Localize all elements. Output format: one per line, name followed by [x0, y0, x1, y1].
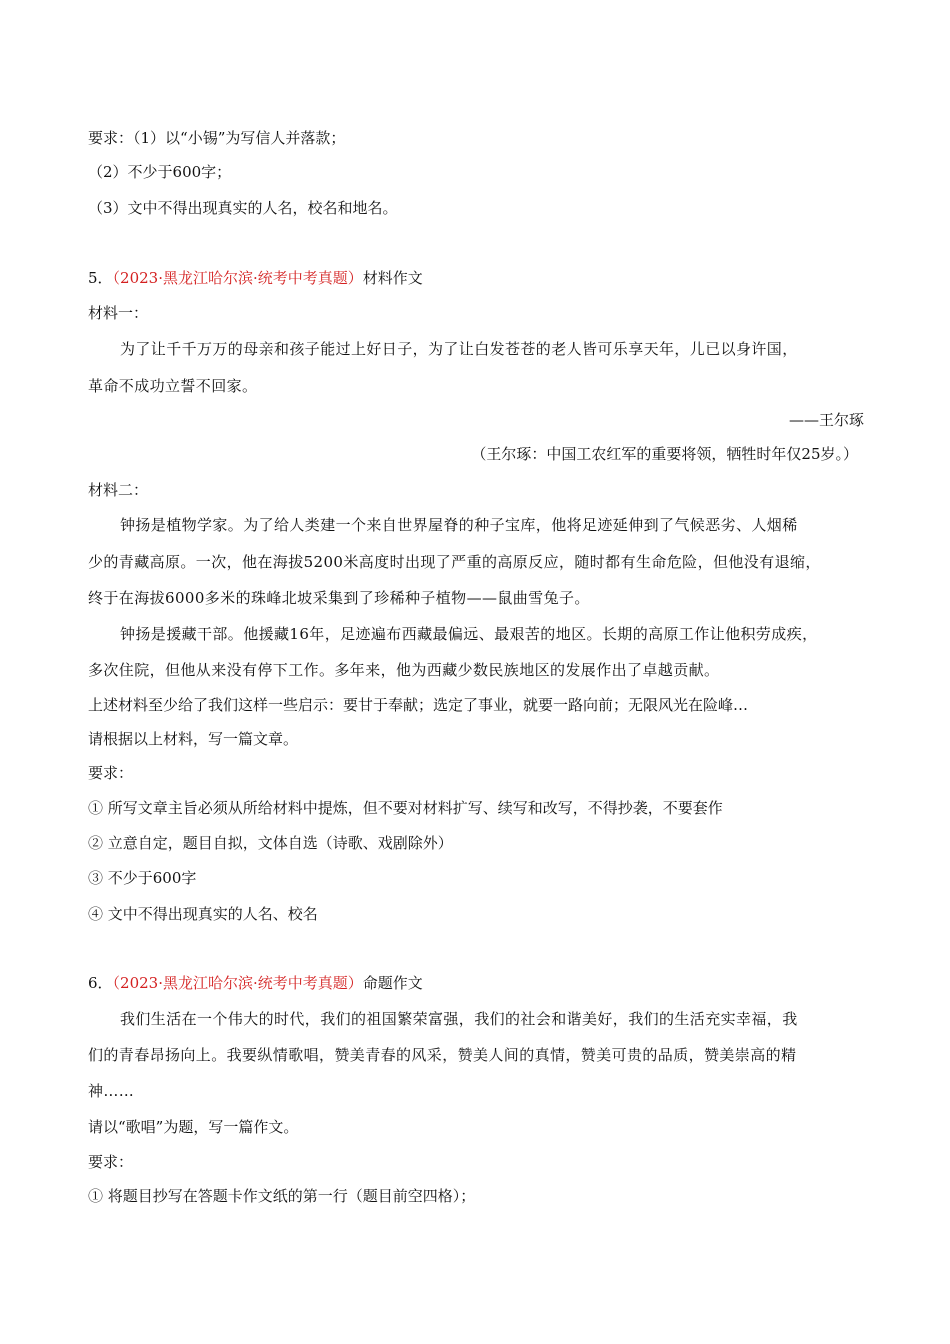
requirement-item: ① 将题目抄写在答题卡作文纸的第一行（题目前空四格）；: [88, 1187, 476, 1205]
material-paragraph: 少的青藏高原。一次，他在海拔5200米高度时出现了严重的高原反应，随时都有生命危险，但他没有退缩，: [88, 553, 821, 571]
material-paragraph: 革命不成功立誓不回家。: [88, 377, 258, 395]
question-5-heading: [88, 268, 423, 288]
requirement-line: （2）不少于600字；: [88, 163, 232, 181]
instruction-line: 请以“歌唱”为题，写一篇作文。: [88, 1118, 299, 1136]
source-tag: （2023·黑龙江哈尔滨·统考中考真题）: [112, 974, 363, 992]
material-note: （王尔琢：中国工农红军的重要将领，牺牲时年仅25岁。）: [471, 445, 858, 463]
requirement-label: 要求：: [88, 764, 134, 782]
question-6-heading: [88, 973, 423, 993]
requirement-item: ② 立意自定，题目自拟，文体自选（诗歌、戏剧除外）: [88, 834, 453, 852]
material-label: 材料二：: [88, 481, 149, 499]
requirement-line: （3）文中不得出现真实的人名，校名和地名。: [88, 199, 398, 217]
material-paragraph: 多次住院，但他从来没有停下工作。多年来，他为西藏少数民族地区的发展作出了卓越贡献。: [88, 661, 720, 679]
question-number: 5．: [88, 269, 113, 287]
source-tag: （2023·黑龙江哈尔滨·统考中考真题）: [112, 269, 363, 287]
prompt-paragraph: 们的青春昂扬向上。我要纵情歌唱，赞美青春的风采，赞美人间的真情，赞美可贵的品质，赞美崇高的精: [88, 1046, 797, 1064]
material-paragraph: 钟扬是援藏干部。他援藏16年，足迹遍布西藏最偏远、最艰苦的地区。长期的高原工作让他积劳成疾，: [120, 625, 818, 643]
question-number: 6．: [88, 974, 113, 992]
question-type: 命题作文: [362, 974, 423, 992]
requirement-line: 要求：（1）以“小锡”为写信人并落款；: [88, 129, 346, 147]
requirement-item: ③ 不少于600字: [88, 869, 197, 887]
requirement-item: ① 所写文章主旨必须从所给材料中提炼，但不要对材料扩写、续写和改写，不得抄袭，不要套作: [88, 799, 723, 817]
question-type: 材料作文: [362, 269, 423, 287]
requirement-label: 要求：: [88, 1153, 134, 1171]
summary-line: 上述材料至少给了我们这样一些启示：要甘于奉献；选定了事业，就要一路向前；无限风光在险峰…: [88, 696, 749, 714]
prompt-paragraph: 我们生活在一个伟大的时代，我们的祖国繁荣富强，我们的社会和谐美好，我们的生活充实幸福，我: [120, 1010, 798, 1028]
material-author: ——王尔琢: [788, 411, 864, 429]
prompt-paragraph: 神……: [88, 1082, 135, 1100]
requirement-item: ④ 文中不得出现真实的人名、校名: [88, 905, 318, 923]
material-paragraph: 钟扬是植物学家。为了给人类建一个来自世界屋脊的种子宝库，他将足迹延伸到了气候恶劣、人烟稀: [120, 516, 798, 534]
material-label: 材料一：: [88, 304, 149, 322]
instruction-line: 请根据以上材料，写一篇文章。: [88, 730, 299, 748]
material-paragraph: 为了让千千万万的母亲和孩子能过上好日子，为了让白发苍苍的老人皆可乐享天年，儿已以身许国，: [120, 340, 798, 358]
material-paragraph: 终于在海拔6000多米的珠峰北坡采集到了珍稀种子植物——鼠曲雪兔子。: [88, 589, 590, 607]
